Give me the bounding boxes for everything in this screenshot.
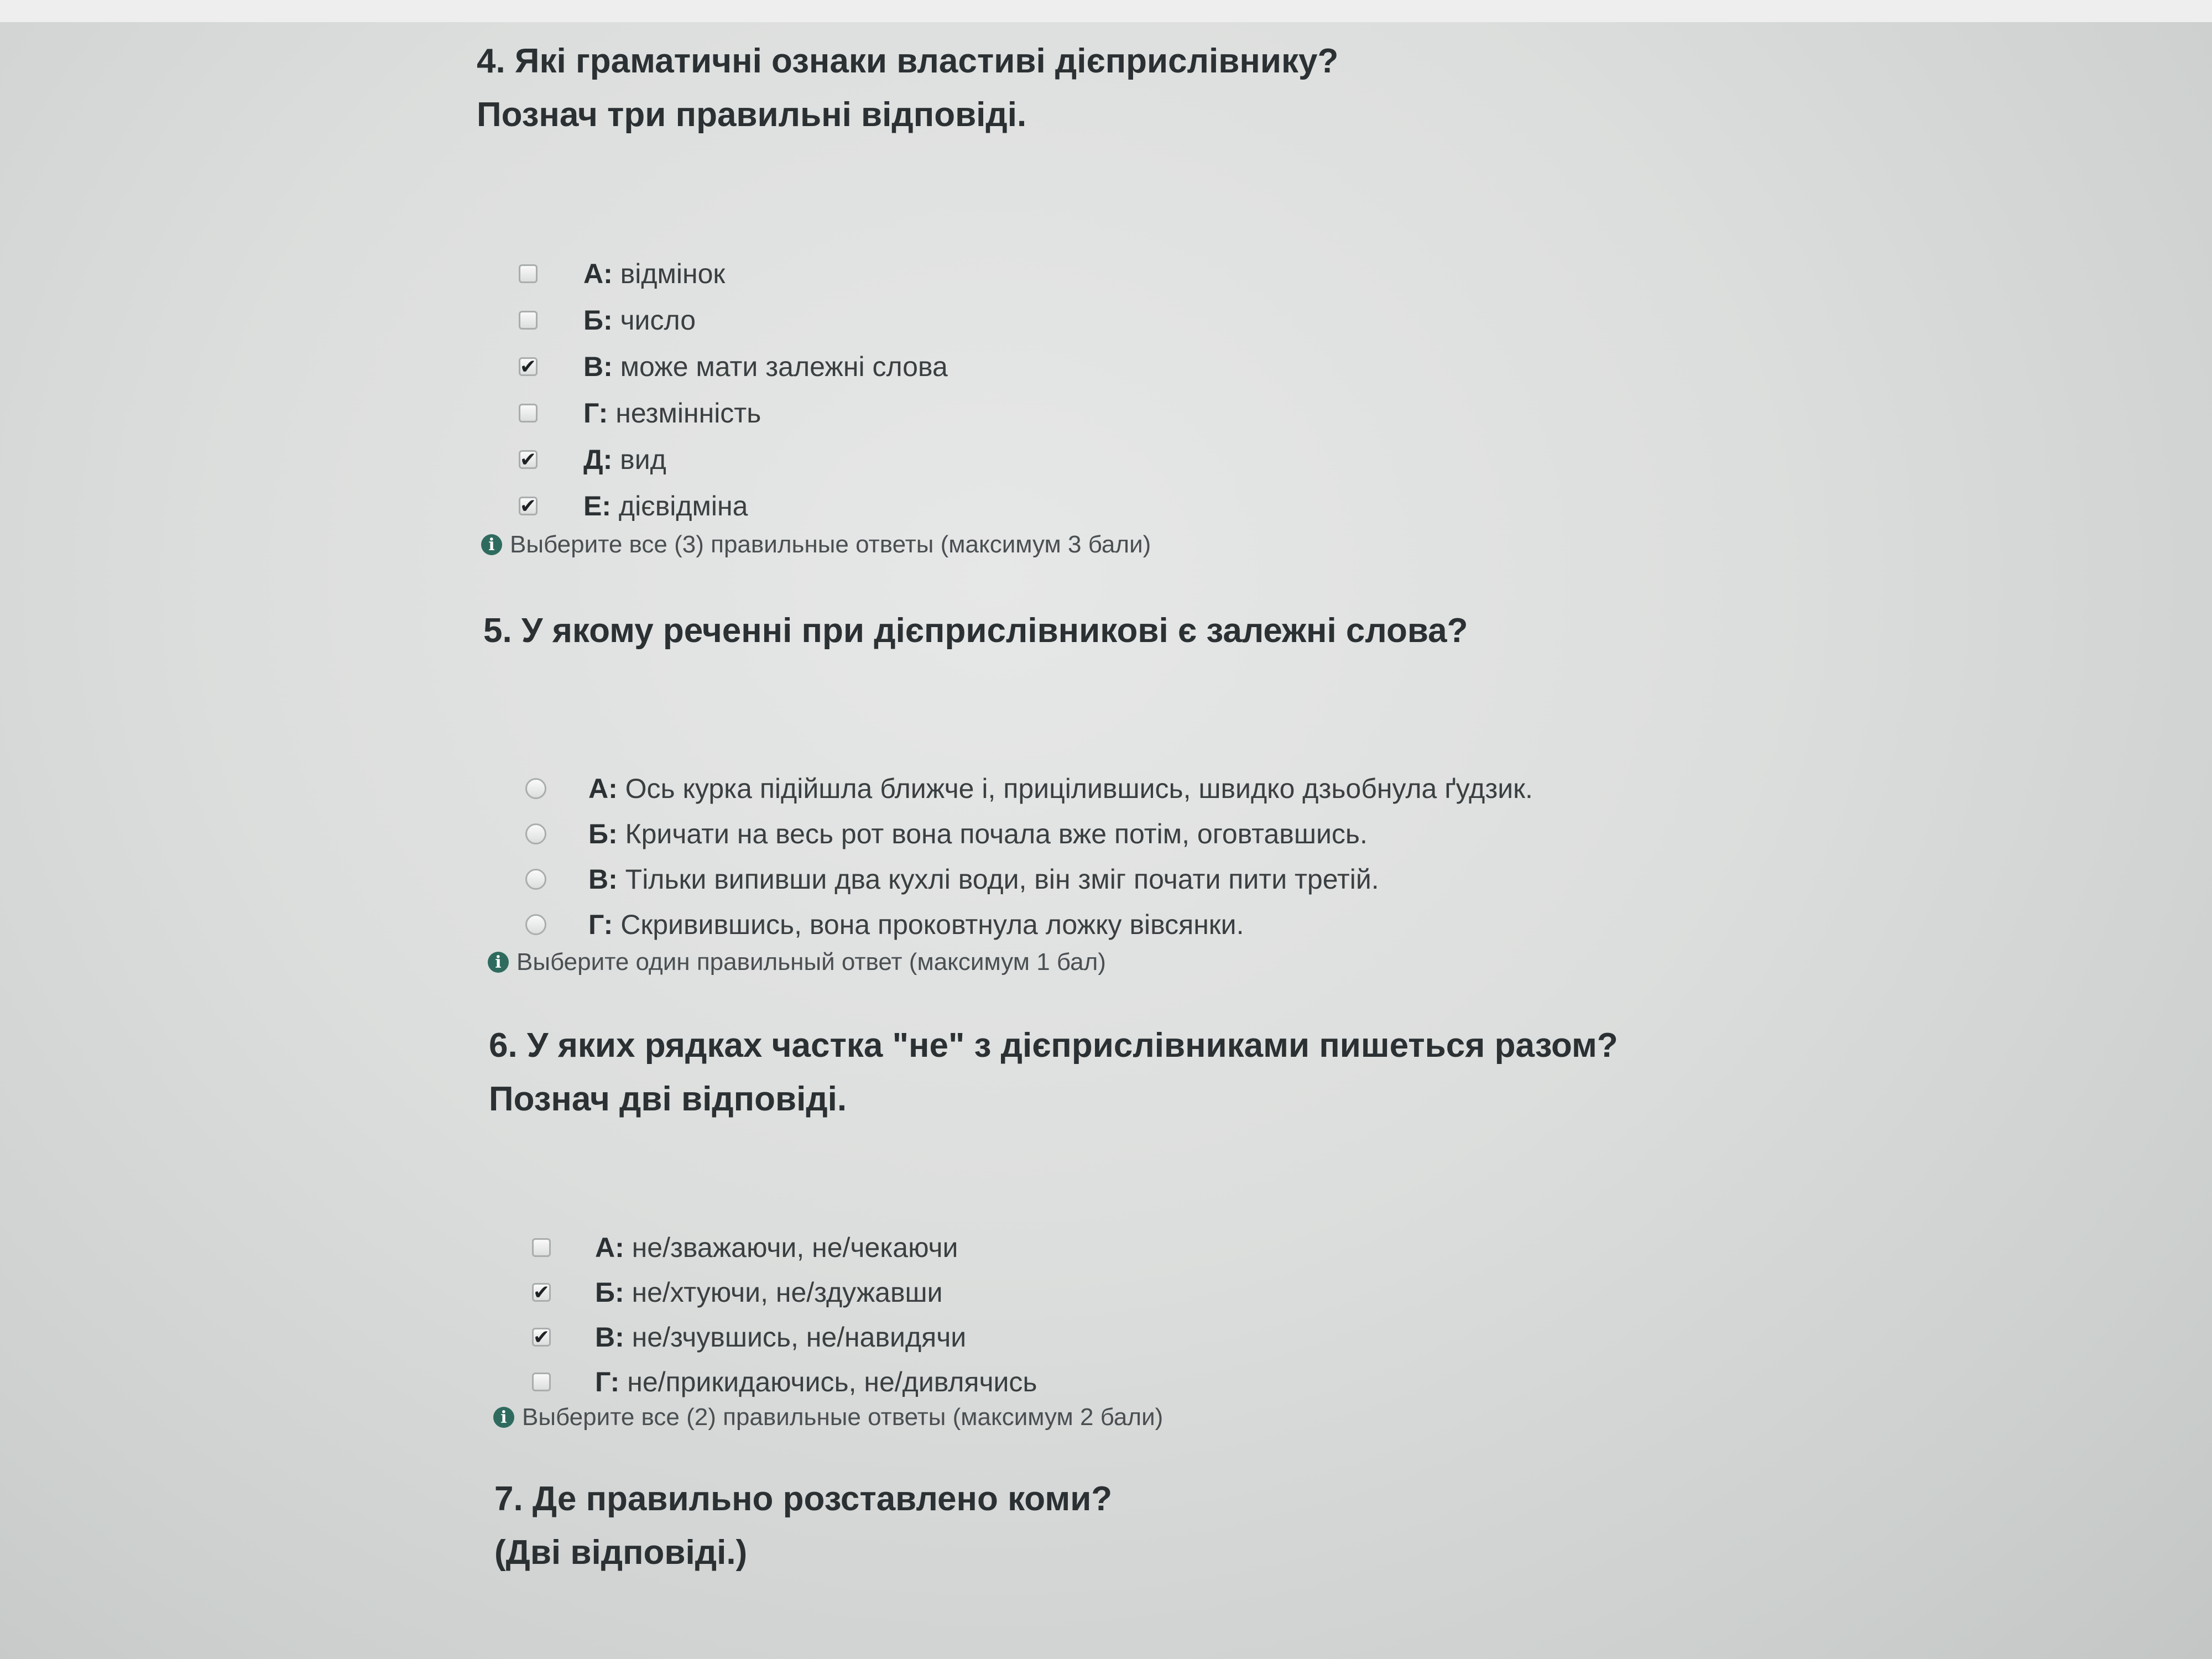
question-4-hint	[481, 531, 1151, 559]
option-label: незмінність	[608, 398, 761, 429]
option-6c[interactable]	[532, 1314, 1306, 1359]
option-label: число	[612, 305, 696, 336]
option-label: не/зважаючи, не/чекаючи	[624, 1232, 958, 1263]
option-letter: В:	[595, 1321, 624, 1353]
option-letter: А:	[595, 1232, 624, 1263]
radio-button[interactable]	[525, 869, 546, 890]
question-5-hint	[488, 948, 1106, 976]
checkbox[interactable]: ✔	[533, 1280, 550, 1303]
option-6d[interactable]	[532, 1359, 1306, 1404]
option-5c[interactable]	[525, 857, 1687, 902]
question-5	[483, 603, 1468, 659]
option-label: Скривившись, вона проковтнула ложку вівсянки.	[613, 909, 1244, 940]
option-6a[interactable]	[532, 1225, 1306, 1270]
option-letter: Е:	[583, 491, 611, 521]
checkbox[interactable]	[519, 264, 538, 283]
question-6-hint	[493, 1404, 1163, 1431]
question-4-title: 4. Які граматичні ознаки властиві дієприслівнику?	[477, 42, 1339, 80]
checkbox[interactable]	[519, 311, 538, 330]
hint-text: Выберите все (2) правильные ответы (максимум 2 бали)	[522, 1404, 1164, 1431]
option-6b[interactable]	[532, 1270, 1306, 1314]
option-4f[interactable]	[519, 483, 1293, 529]
option-label: Кричати на весь рот вона почала вже потім, оговтавшись.	[617, 818, 1368, 849]
option-letter: Б:	[583, 305, 613, 336]
option-label: дієвідміна	[611, 491, 748, 521]
checkbox[interactable]: ✔	[519, 494, 537, 517]
question-5-title: 5. У якому реченні при дієприслівникові є залежні слова?	[483, 612, 1468, 650]
checkbox[interactable]: ✔	[533, 1325, 550, 1348]
question-6	[489, 1018, 1618, 1125]
radio-button[interactable]	[525, 778, 546, 799]
hint-text: Выберите один правильный ответ (максимум 1 бал)	[517, 948, 1106, 975]
hint-text: Выберите все (3) правильные ответы (максимум 3 бали)	[510, 531, 1151, 558]
top-bar	[0, 0, 2212, 22]
option-5b[interactable]	[525, 811, 1687, 857]
checkbox[interactable]	[532, 1373, 551, 1391]
option-4a[interactable]	[519, 251, 1293, 297]
option-letter: А:	[588, 773, 618, 804]
info-icon: i	[493, 1407, 514, 1428]
question-4	[477, 33, 1338, 140]
option-letter: Г:	[588, 909, 613, 940]
option-letter: Б:	[595, 1276, 624, 1308]
option-letter: Г:	[595, 1366, 620, 1397]
question-4-subtitle: Познач три правильні відповіді.	[477, 96, 1027, 134]
option-5a[interactable]	[525, 766, 1687, 811]
option-label: відмінок	[612, 258, 726, 289]
question-6-title: 6. У яких рядках частка "не" з дієприслівниками пишеться разом?	[489, 1026, 1618, 1065]
option-4b[interactable]	[519, 297, 1293, 343]
question-6-options	[532, 1225, 1306, 1404]
question-7	[494, 1471, 1112, 1578]
option-label: не/зчувшись, не/навидячи	[624, 1321, 967, 1353]
info-icon: i	[481, 534, 502, 555]
option-4d[interactable]	[519, 390, 1293, 436]
option-label: Тільки випивши два кухлі води, він зміг почати пити третій.	[617, 864, 1379, 895]
option-label: може мати залежні слова	[612, 351, 948, 382]
option-letter: Д:	[583, 444, 613, 475]
radio-button[interactable]	[525, 914, 546, 935]
option-4e[interactable]	[519, 436, 1293, 483]
question-5-options	[525, 766, 1687, 947]
option-4c[interactable]	[519, 343, 1293, 390]
question-7-subtitle: (Дві відповіді.)	[494, 1533, 748, 1572]
question-4-options	[519, 251, 1293, 529]
option-letter: А:	[583, 258, 613, 289]
option-letter: Г:	[583, 398, 608, 429]
checkbox[interactable]: ✔	[519, 355, 537, 378]
option-label: не/хтуючи, не/здужавши	[624, 1276, 943, 1308]
checkbox[interactable]	[519, 404, 538, 422]
checkbox[interactable]	[532, 1238, 551, 1257]
radio-button[interactable]	[525, 823, 546, 844]
checkbox[interactable]: ✔	[519, 448, 537, 471]
question-6-subtitle: Познач дві відповіді.	[489, 1080, 847, 1118]
option-5d[interactable]	[525, 902, 1687, 947]
option-letter: В:	[583, 351, 613, 382]
option-letter: Б:	[588, 818, 618, 849]
option-label: не/прикидаючись, не/дивлячись	[619, 1366, 1037, 1397]
option-label: вид	[612, 444, 666, 475]
info-icon: i	[488, 952, 509, 973]
option-letter: В:	[588, 864, 618, 895]
question-7-title: 7. Де правильно розставлено коми?	[494, 1480, 1113, 1518]
option-label: Ось курка підійшла ближче і, прицілившись, швидко дзьобнула ґудзик.	[617, 773, 1533, 804]
